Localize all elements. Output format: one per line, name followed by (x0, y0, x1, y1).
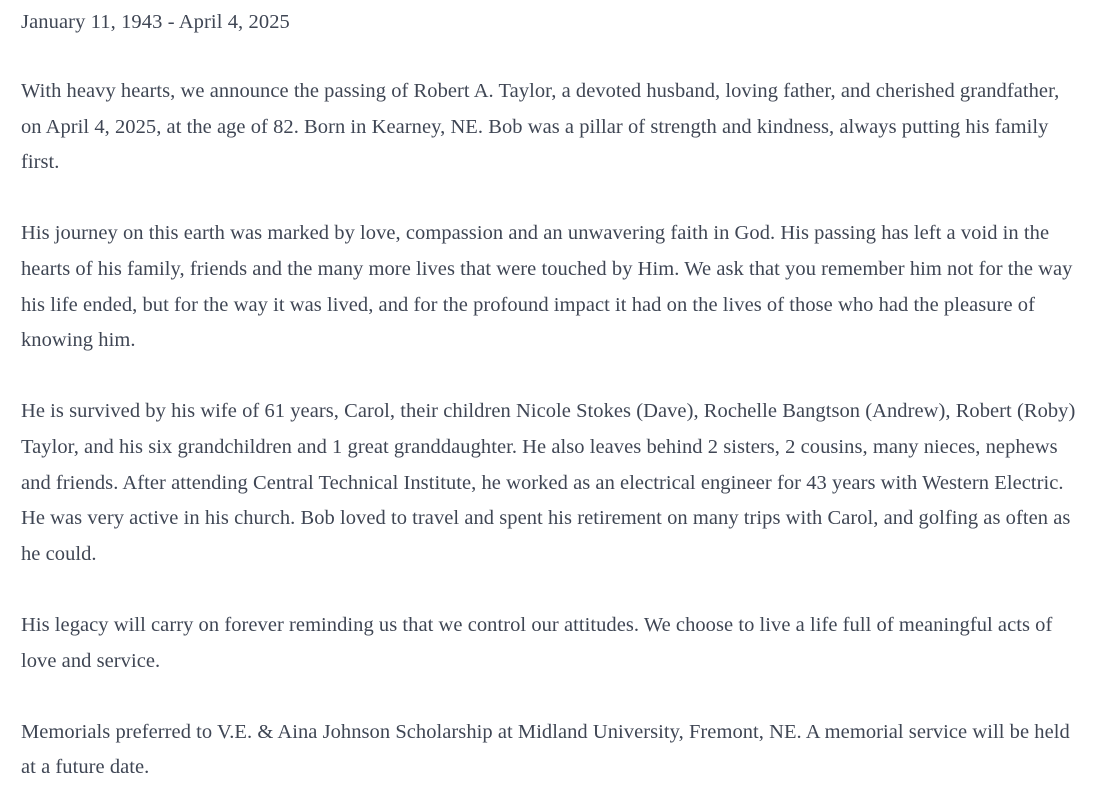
obituary-paragraph-legacy: His legacy will carry on forever reminding us that we control our attitudes. We choose to live a life full of meaningful acts of love and service. (21, 613, 1053, 672)
obituary-content (21, 0, 1081, 786)
obituary-paragraph-memorials: Memorials preferred to V.E. & Aina Johnson Scholarship at Midland University, Fremont, NE. A memorial service will be held at a future date. (21, 720, 1070, 779)
life-dates: January 11, 1943 - April 4, 2025 (21, 11, 290, 33)
obituary-paragraph-announcement: With heavy hearts, we announce the passing of Robert A. Taylor, a devoted husband, loving father, and cherished grandfather, on April 4, 2025, at the age of 82. Born in Kearney, NE. Bob was a pillar of strength and kindness, always putting his family first. (21, 80, 1060, 174)
obituary-paragraph-survivors: He is survived by his wife of 61 years, Carol, their children Nicole Stokes (Dave), Rochelle Bangtson (Andrew), Robert (Roby) Taylor, and his six grandchildren and 1 great granddaughter. He also leaves behind 2 sisters, 2 cousins, many nieces, nephews and friends. After attending Central Technical Institute, he worked as an electrical engineer for 43 years with Western Electric. He was very active in his church. Bob loved to travel and spent his retirement on many trips with Carol, and golfing as often as he could. (21, 400, 1076, 565)
obituary-paragraph-journey: His journey on this earth was marked by love, compassion and an unwavering faith in God. His passing has left a void in the hearts of his family, friends and the many more lives that were touched by Him. We ask that you remember him not for the way his life ended, but for the way it was lived, and for the profound impact it had on the lives of those who had the pleasure of knowing him. (21, 222, 1073, 352)
